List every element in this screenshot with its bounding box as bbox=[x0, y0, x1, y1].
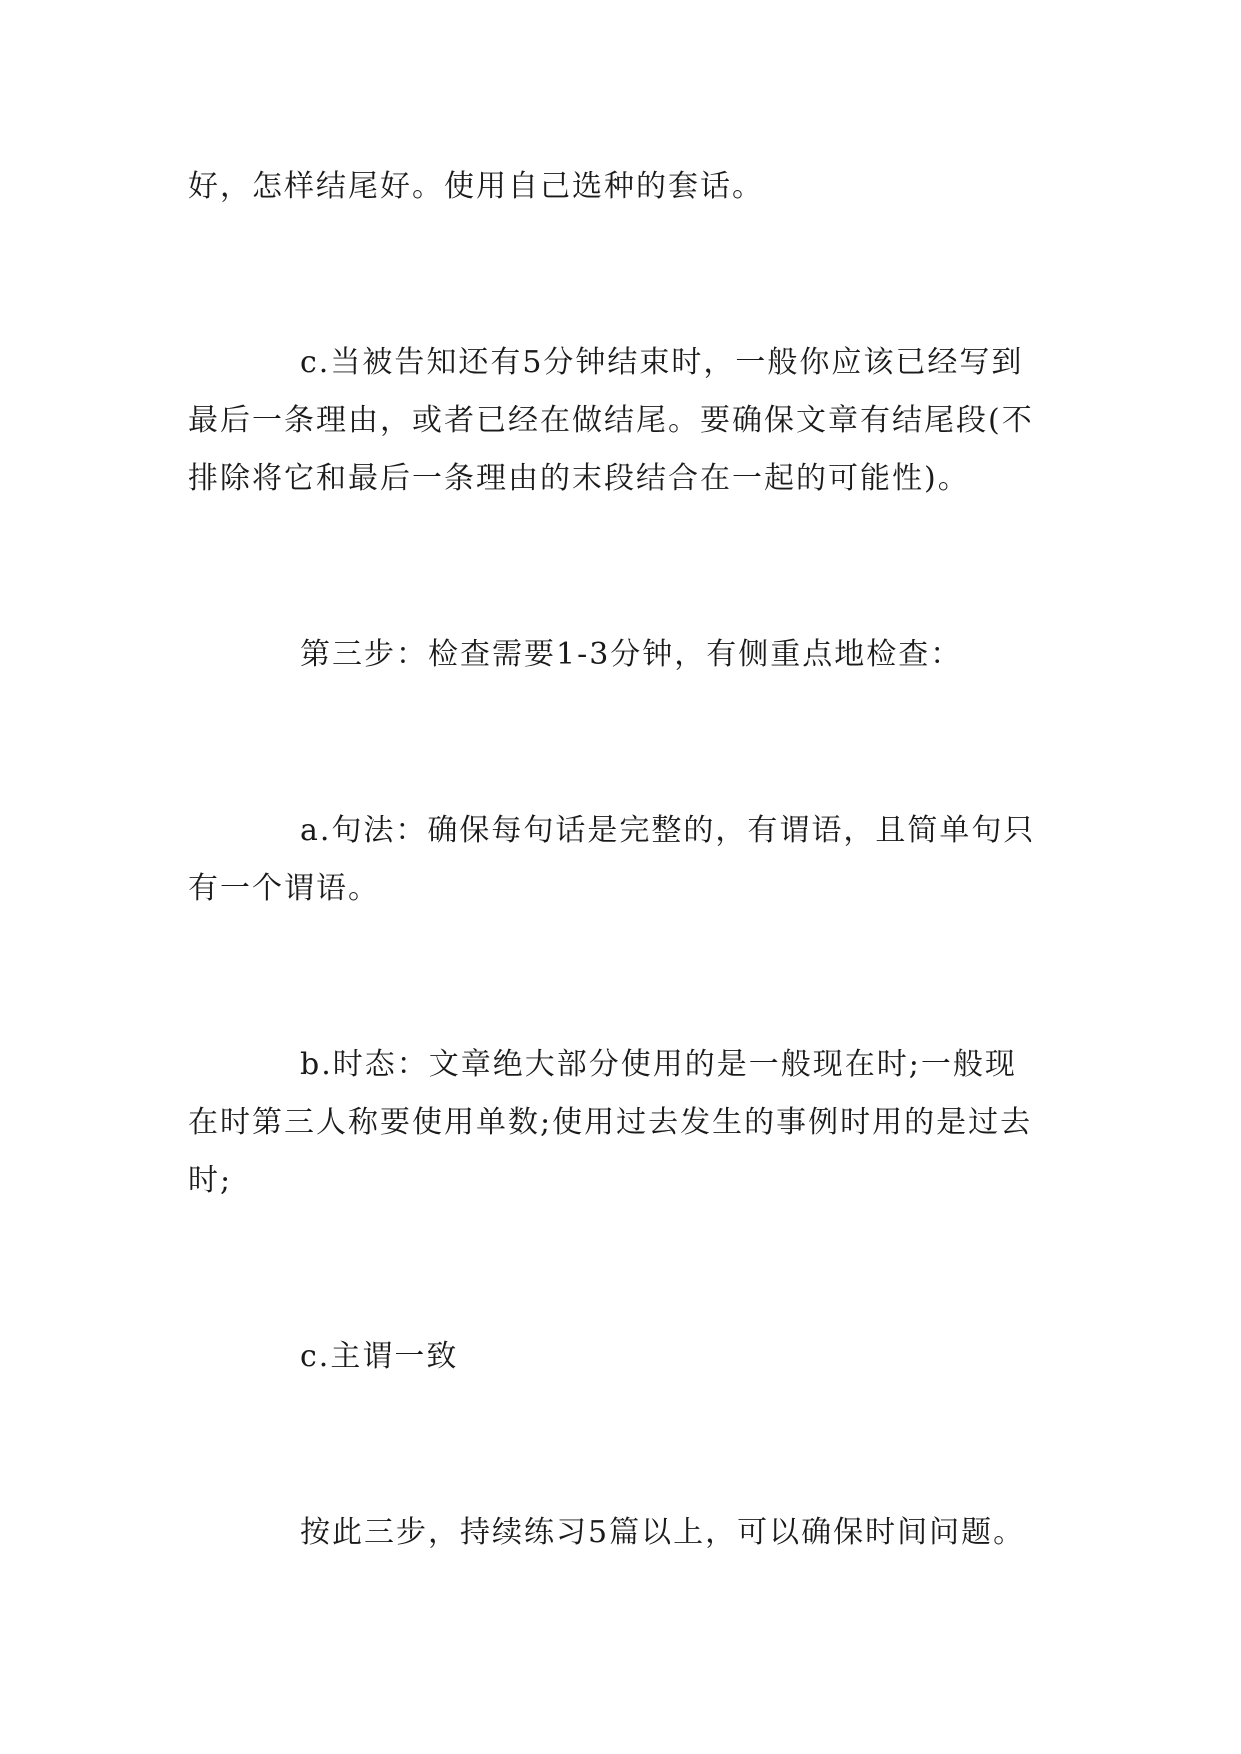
paragraph-syntax-check: a.句法：确保每句话是完整的，有谓语，且简单句只有一个谓语。 bbox=[188, 813, 1036, 906]
paragraph-tense-check: b.时态：文章绝大部分使用的是一般现在时;一般现在时第三人称要使用单数;使用过去发生的事例时用的是过去时; bbox=[188, 1047, 1033, 1198]
paragraph-practice-summary: 按此三步，持续练习5篇以上，可以确保时间问题。 bbox=[300, 1515, 1026, 1550]
paragraph-step-three-heading: 第三步：检查需要1-3分钟，有侧重点地检查： bbox=[300, 637, 963, 672]
paragraph-five-minute-warning: c.当被告知还有5分钟结束时，一般你应该已经写到最后一条理由，或者已经在做结尾。要确保文章有结尾段(不排除将它和最后一条理由的末段结合在一起的可能性)。 bbox=[188, 345, 1034, 496]
paragraph-ending-phrases: 好，怎样结尾好。使用自己选种的套话。 bbox=[188, 169, 764, 204]
paragraph-subject-verb-agreement: c.主谓一致 bbox=[300, 1339, 459, 1374]
